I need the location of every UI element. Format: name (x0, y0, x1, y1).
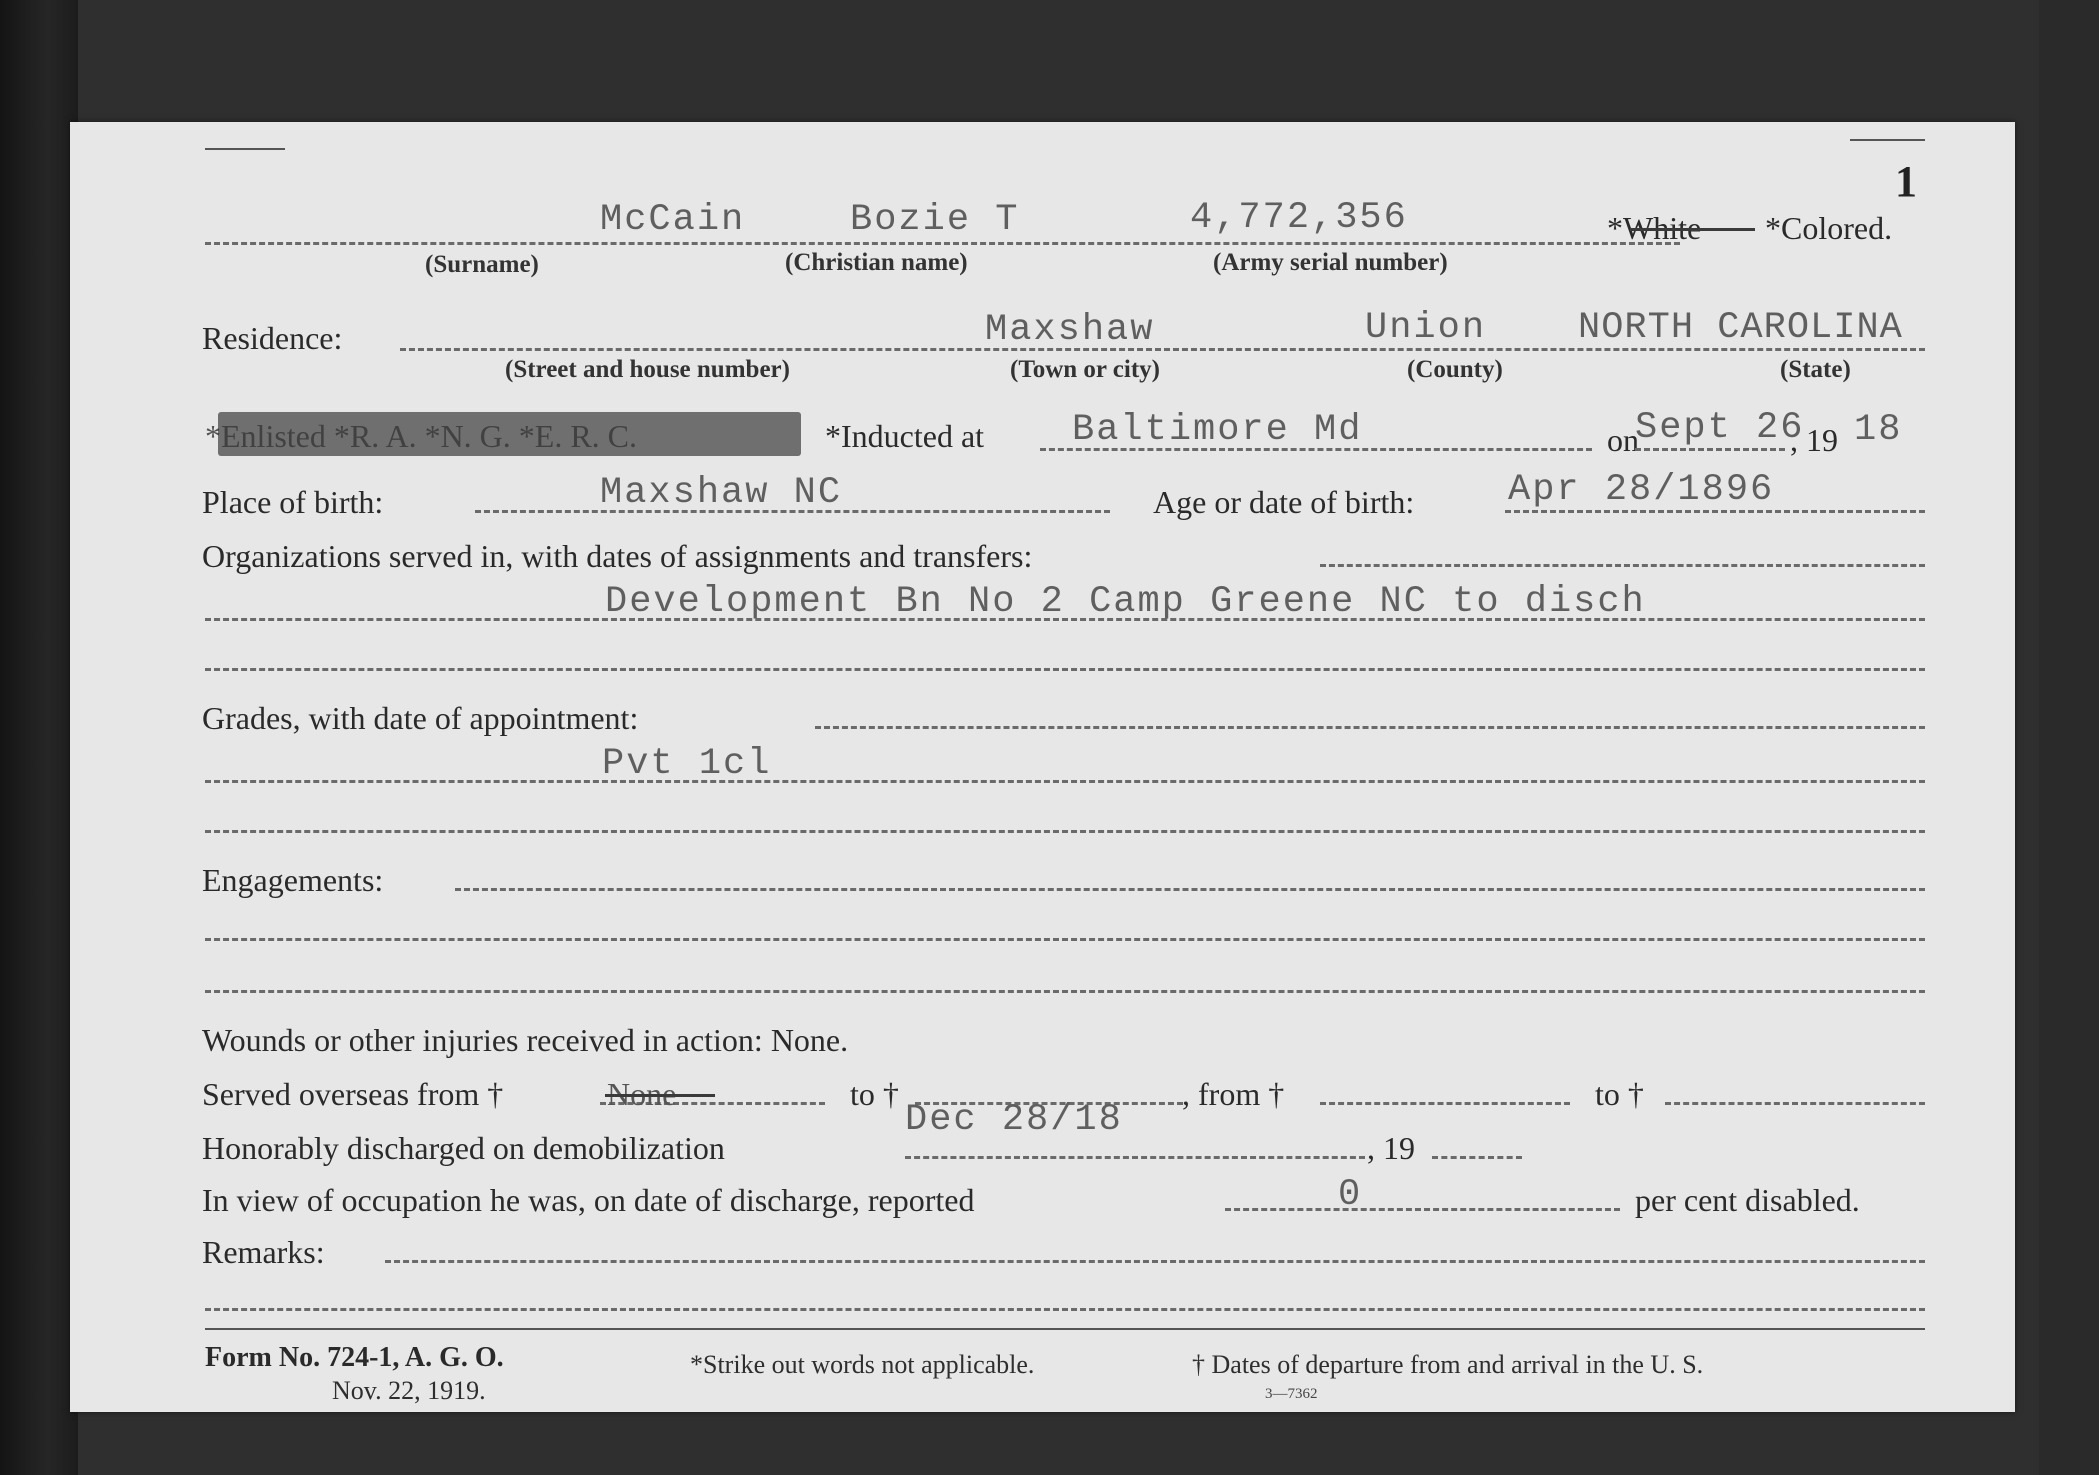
residence-label: Residence: (202, 320, 343, 356)
overseas-from-value: None (607, 1076, 677, 1112)
discharge-year-line (1432, 1156, 1522, 1159)
dates-note: † Dates of departure from and arrival in the U. S. (1192, 1350, 1704, 1379)
card-number: 1 (1895, 157, 1917, 206)
town-value: Maxshaw (985, 309, 1155, 351)
grades-line-1 (815, 726, 1925, 729)
state-value: NORTH CAROLINA (1578, 307, 1903, 349)
discharge-year-prefix: , 19 (1367, 1130, 1415, 1166)
race-white-option: *White (1607, 210, 1702, 246)
grades-line-3 (205, 830, 1925, 833)
organizations-line-1 (1320, 564, 1925, 567)
on-label: on (1607, 422, 1639, 458)
scan-border-right (2039, 0, 2099, 1475)
inducted-date-value: Sept 26 (1635, 407, 1805, 449)
birthplace-value: Maxshaw NC (600, 472, 843, 514)
top-left-rule (205, 148, 285, 150)
overseas-to-label: to † (850, 1076, 899, 1112)
engagements-line-2 (205, 938, 1925, 941)
organizations-value: Development Bn No 2 Camp Greene NC to disch (605, 581, 1646, 623)
overseas-from-line-2 (1320, 1102, 1570, 1105)
county-value: Union (1365, 307, 1487, 349)
organizations-line-3 (205, 668, 1925, 671)
organizations-label: Organizations served in, with dates of assignments and transfers: (202, 538, 1033, 574)
top-right-rule (1850, 139, 1925, 141)
grades-value: Pvt 1cl (602, 743, 772, 785)
overseas-label: Served overseas from † (202, 1076, 504, 1112)
form-date: Nov. 22, 1919. (332, 1376, 486, 1405)
print-code: 3—7362 (1265, 1386, 1318, 1402)
remarks-line-2 (205, 1308, 1925, 1311)
serial-number-value: 4,772,356 (1190, 197, 1408, 239)
race-colored-option: *Colored. (1765, 210, 1893, 246)
county-caption: (County) (1407, 356, 1503, 383)
street-caption: (Street and house number) (505, 356, 790, 383)
dob-value: Apr 28/1896 (1508, 469, 1775, 511)
name-line (205, 242, 1680, 245)
serial-number-caption: (Army serial number) (1213, 249, 1448, 276)
surname-value: McCain (600, 199, 746, 241)
state-caption: (State) (1780, 356, 1851, 383)
engagements-line-1 (455, 888, 1925, 891)
engagements-label: Engagements: (202, 862, 384, 898)
engagements-line-3 (205, 990, 1925, 993)
disabled-line (1225, 1208, 1620, 1211)
strike-note: *Strike out words not applicable. (690, 1350, 1035, 1379)
year-prefix: , 19 (1790, 422, 1838, 458)
dob-label: Age or date of birth: (1153, 484, 1415, 520)
discharge-line (905, 1156, 1365, 1159)
overseas-to-label-2: to † (1595, 1076, 1644, 1112)
birthplace-label: Place of birth: (202, 484, 384, 520)
disabled-label: per cent disabled. (1635, 1182, 1860, 1218)
scan-border-left (0, 0, 78, 1475)
inducted-year-value: 18 (1854, 409, 1903, 451)
service-record-card (70, 122, 2015, 1412)
remarks-label: Remarks: (202, 1234, 325, 1270)
inducted-place-value: Baltimore Md (1072, 409, 1363, 451)
enlisted-options: *Enlisted *R. A. *N. G. *E. R. C. (205, 418, 638, 454)
occupation-label: In view of occupation he was, on date of discharge, reported (202, 1182, 975, 1218)
grades-label: Grades, with date of appointment: (202, 700, 639, 736)
wounds-label: Wounds or other injuries received in action: None. (202, 1022, 849, 1058)
remarks-line-1 (385, 1260, 1925, 1263)
christian-name-caption: (Christian name) (785, 249, 968, 276)
inducted-label: *Inducted at (825, 418, 985, 454)
form-number: Form No. 724-1, A. G. O. (205, 1342, 504, 1373)
disabled-value: 0 (1338, 1174, 1363, 1216)
overseas-to-line-2 (1665, 1102, 1925, 1105)
race-white-strike (1630, 228, 1755, 231)
overseas-from-label-2: , from † (1182, 1076, 1285, 1112)
footer-rule (205, 1328, 1925, 1330)
surname-caption: (Surname) (425, 251, 539, 278)
overseas-from-strike (605, 1094, 715, 1097)
discharge-label: Honorably discharged on demobilization (202, 1130, 725, 1166)
christian-name-value: Bozie T (850, 199, 1020, 241)
town-caption: (Town or city) (1010, 356, 1160, 383)
discharge-date-value: Dec 28/18 (905, 1099, 1123, 1141)
grades-line-2 (205, 780, 1925, 783)
